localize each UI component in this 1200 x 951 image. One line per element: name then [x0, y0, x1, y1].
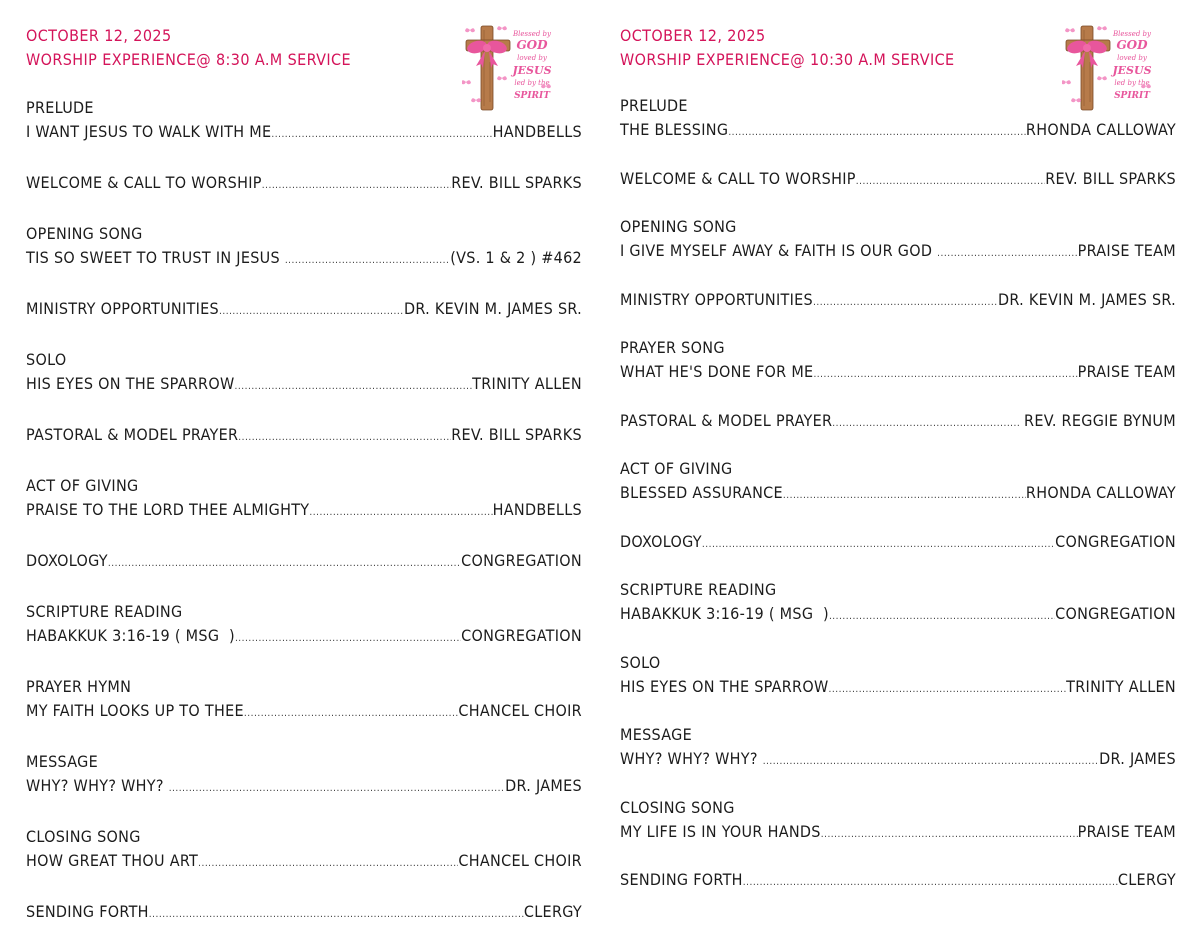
- item-performer: CONGREGATION: [1055, 531, 1176, 551]
- section-heading: SOLO: [620, 652, 661, 672]
- item-title: I GIVE MYSELF AWAY & FAITH IS OUR GOD: [620, 241, 938, 260]
- dot-leader: [743, 871, 1118, 895]
- program-section: [26, 750, 582, 801]
- dot-leader: [832, 412, 1019, 436]
- item-title: I WANT JESUS TO WALK WITH ME: [26, 122, 272, 141]
- item-title: MINISTRY OPPORTUNITIES: [26, 299, 219, 318]
- section-heading: ACT OF GIVING: [620, 459, 733, 478]
- dot-leader: [309, 501, 492, 525]
- program-section: [26, 675, 582, 726]
- item-title: MINISTRY OPPORTUNITIES: [620, 289, 813, 309]
- section-heading: SOLO: [26, 350, 67, 369]
- logo-text-line: Blessed by: [1113, 30, 1151, 38]
- section-heading: CLOSING SONG: [26, 827, 141, 846]
- item-performer: TRINITY ALLEN: [1066, 676, 1176, 696]
- item-title: HABAKKUK 3:16-19 ( MSG ): [620, 604, 829, 623]
- logo-text-line: SPIRIT: [1114, 91, 1150, 101]
- item-title: WELCOME & CALL TO WORSHIP: [620, 168, 856, 188]
- item-title: HOW GREAT THOU ART: [26, 851, 199, 870]
- item-performer: DR. JAMES: [505, 776, 582, 795]
- order-of-service: [620, 94, 1176, 895]
- program-section: [620, 336, 1176, 387]
- dot-leader: [856, 170, 1045, 194]
- logo-text-line: led by the: [1114, 79, 1150, 87]
- program-item-row: [26, 549, 582, 576]
- dot-leader: [271, 123, 492, 147]
- item-title: THE BLESSING: [620, 120, 729, 139]
- item-performer: PRAISE TEAM: [1077, 241, 1176, 260]
- item-title: DOXOLOGY: [620, 531, 702, 551]
- item-performer: REV. BILL SPARKS: [1045, 168, 1176, 188]
- dot-leader: [235, 375, 473, 399]
- item-title: MY FAITH LOOKS UP TO THEE: [26, 701, 244, 720]
- dot-leader: [821, 823, 1078, 847]
- logo-text-line: loved by: [517, 54, 547, 62]
- service-date: OCTOBER 12, 2025: [26, 26, 172, 45]
- program-item-row: [620, 868, 1176, 895]
- cross-icon: [462, 22, 554, 112]
- item-performer: CHANCEL CHOIR: [458, 701, 582, 720]
- section-heading: PRELUDE: [26, 98, 94, 117]
- program-section: [26, 549, 582, 576]
- item-performer: CONGREGATION: [461, 626, 582, 645]
- program-section: [26, 222, 582, 273]
- dot-leader: [813, 363, 1077, 387]
- program-section: [26, 171, 582, 198]
- dot-leader: [702, 533, 1055, 557]
- item-title: HABAKKUK 3:16-19 ( MSG ): [26, 626, 235, 645]
- program-item-row: [620, 675, 1176, 702]
- item-performer: REV. BILL SPARKS: [451, 425, 582, 444]
- service-1030-column: [620, 24, 1176, 917]
- section-heading: CLOSING SONG: [620, 797, 735, 817]
- program-item-row: [620, 239, 1176, 266]
- program-item-row: [26, 900, 582, 927]
- dot-leader: [238, 426, 451, 450]
- dot-leader: [219, 300, 404, 324]
- item-title: HIS EYES ON THE SPARROW: [620, 676, 829, 696]
- section-heading: PRELUDE: [620, 96, 688, 115]
- program-item-row: [620, 167, 1176, 194]
- item-performer: PRAISE TEAM: [1077, 821, 1176, 841]
- item-performer: DR. KEVIN M. JAMES SR.: [998, 289, 1176, 309]
- item-performer: HANDBELLS: [492, 122, 582, 141]
- dot-leader: [783, 484, 1026, 508]
- program-section: [620, 578, 1176, 629]
- program-section: [26, 297, 582, 324]
- program-item-row: [26, 423, 582, 450]
- logo-text-line: SPIRIT: [514, 91, 550, 101]
- section-heading: ACT OF GIVING: [26, 476, 139, 495]
- logo-text-line: loved by: [1117, 54, 1147, 62]
- program-section: [620, 167, 1176, 194]
- dot-leader: [262, 174, 451, 198]
- logo-text-line: JESUS: [512, 64, 552, 77]
- dot-leader: [285, 249, 450, 273]
- program-item-row: [26, 699, 582, 726]
- program-section: [620, 288, 1176, 315]
- item-performer: REV. REGGIE BYNUM: [1019, 410, 1176, 430]
- dot-leader: [244, 702, 459, 726]
- section-heading: OPENING SONG: [620, 217, 737, 236]
- dot-leader: [763, 750, 1099, 774]
- program-item-row: [620, 288, 1176, 315]
- item-title: PASTORAL & MODEL PRAYER: [26, 425, 239, 444]
- section-heading: PRAYER HYMN: [26, 677, 132, 696]
- program-item-row: [26, 498, 582, 525]
- program-item-row: [26, 246, 582, 273]
- service-830-column: [26, 24, 582, 951]
- program-section: [620, 796, 1176, 847]
- program-section: [620, 651, 1176, 702]
- dot-leader: [198, 852, 458, 876]
- item-performer: RHONDA CALLOWAY: [1025, 483, 1176, 502]
- section-heading: SCRIPTURE READING: [26, 602, 183, 621]
- program-item-row: [26, 171, 582, 198]
- item-performer: DR. JAMES: [1099, 749, 1176, 768]
- program-item-row: [620, 602, 1176, 629]
- item-performer: TRINITY ALLEN: [472, 374, 582, 393]
- item-performer: CONGREGATION: [1055, 604, 1176, 623]
- item-title: BLESSED ASSURANCE: [620, 483, 783, 502]
- dot-leader: [235, 627, 461, 651]
- program-section: [26, 423, 582, 450]
- item-title: DOXOLOGY: [26, 551, 108, 570]
- item-title: SENDING FORTH: [26, 902, 149, 921]
- program-item-row: [620, 409, 1176, 436]
- item-performer: REV. BILL SPARKS: [451, 173, 582, 192]
- program-section: [620, 409, 1176, 436]
- item-performer: DR. KEVIN M. JAMES SR.: [404, 299, 582, 318]
- dot-leader: [169, 777, 505, 801]
- dot-leader: [829, 605, 1055, 629]
- item-title: WHY? WHY? WHY?: [26, 776, 169, 795]
- program-section: [620, 215, 1176, 266]
- item-title: PRAISE TO THE LORD THEE ALMIGHTY: [26, 500, 310, 519]
- logo-text-line: GOD: [1116, 38, 1148, 52]
- cross-icon: [1062, 22, 1154, 112]
- cross-logo: [1062, 22, 1154, 112]
- item-title: SENDING FORTH: [620, 870, 743, 889]
- service-title: WORSHIP EXPERIENCE@ 10:30 A.M SERVICE: [620, 50, 955, 69]
- program-section: [26, 474, 582, 525]
- logo-text-line: GOD: [516, 38, 548, 52]
- program-section: [26, 600, 582, 651]
- dot-leader: [728, 121, 1026, 145]
- program-item-row: [620, 530, 1176, 557]
- item-performer: PRAISE TEAM: [1077, 362, 1176, 381]
- program-item-row: [620, 820, 1176, 847]
- program-item-row: [26, 849, 582, 876]
- section-heading: OPENING SONG: [26, 224, 143, 243]
- program-item-row: [26, 297, 582, 324]
- item-title: MY LIFE IS IN YOUR HANDS: [620, 821, 821, 841]
- item-title: WHAT HE'S DONE FOR ME: [620, 362, 814, 381]
- program-section: [620, 530, 1176, 557]
- dot-leader: [108, 552, 461, 576]
- program-section: [620, 457, 1176, 508]
- item-performer: (VS. 1 & 2 ) #462: [450, 248, 582, 267]
- dot-leader: [829, 678, 1067, 702]
- item-performer: CHANCEL CHOIR: [458, 851, 582, 870]
- item-performer: HANDBELLS: [492, 500, 582, 519]
- item-performer: CONGREGATION: [461, 551, 582, 570]
- section-heading: MESSAGE: [26, 752, 99, 771]
- program-item-row: [26, 372, 582, 399]
- program-item-row: [620, 747, 1176, 774]
- program-item-row: [26, 624, 582, 651]
- item-title: HIS EYES ON THE SPARROW: [26, 374, 235, 393]
- program-item-row: [620, 360, 1176, 387]
- service-date: OCTOBER 12, 2025: [620, 26, 766, 45]
- dot-leader: [937, 242, 1077, 266]
- item-title: TIS SO SWEET TO TRUST IN JESUS: [26, 248, 285, 267]
- item-performer: CLERGY: [523, 902, 582, 921]
- program-item-row: [26, 774, 582, 801]
- program-item-row: [620, 481, 1176, 508]
- dot-leader: [813, 291, 998, 315]
- item-performer: RHONDA CALLOWAY: [1025, 120, 1176, 139]
- item-performer: CLERGY: [1117, 870, 1176, 889]
- order-of-service: [26, 96, 582, 927]
- program-section: [26, 825, 582, 876]
- section-heading: PRAYER SONG: [620, 338, 725, 357]
- program-item-row: [26, 120, 582, 147]
- program-section: [620, 723, 1176, 774]
- program-item-row: [620, 118, 1176, 145]
- logo-text-line: Blessed by: [513, 30, 551, 38]
- program-section: [26, 348, 582, 399]
- cross-logo: [462, 22, 554, 112]
- item-title: WELCOME & CALL TO WORSHIP: [26, 173, 262, 192]
- program-section: [26, 900, 582, 927]
- section-heading: SCRIPTURE READING: [620, 580, 777, 599]
- logo-text-line: JESUS: [1112, 64, 1152, 77]
- service-title: WORSHIP EXPERIENCE@ 8:30 A.M SERVICE: [26, 50, 351, 69]
- logo-text-line: led by the: [514, 79, 550, 87]
- dot-leader: [149, 903, 524, 927]
- item-title: PASTORAL & MODEL PRAYER: [620, 410, 833, 430]
- item-title: WHY? WHY? WHY?: [620, 749, 763, 768]
- program-section: [620, 868, 1176, 895]
- section-heading: MESSAGE: [620, 725, 693, 744]
